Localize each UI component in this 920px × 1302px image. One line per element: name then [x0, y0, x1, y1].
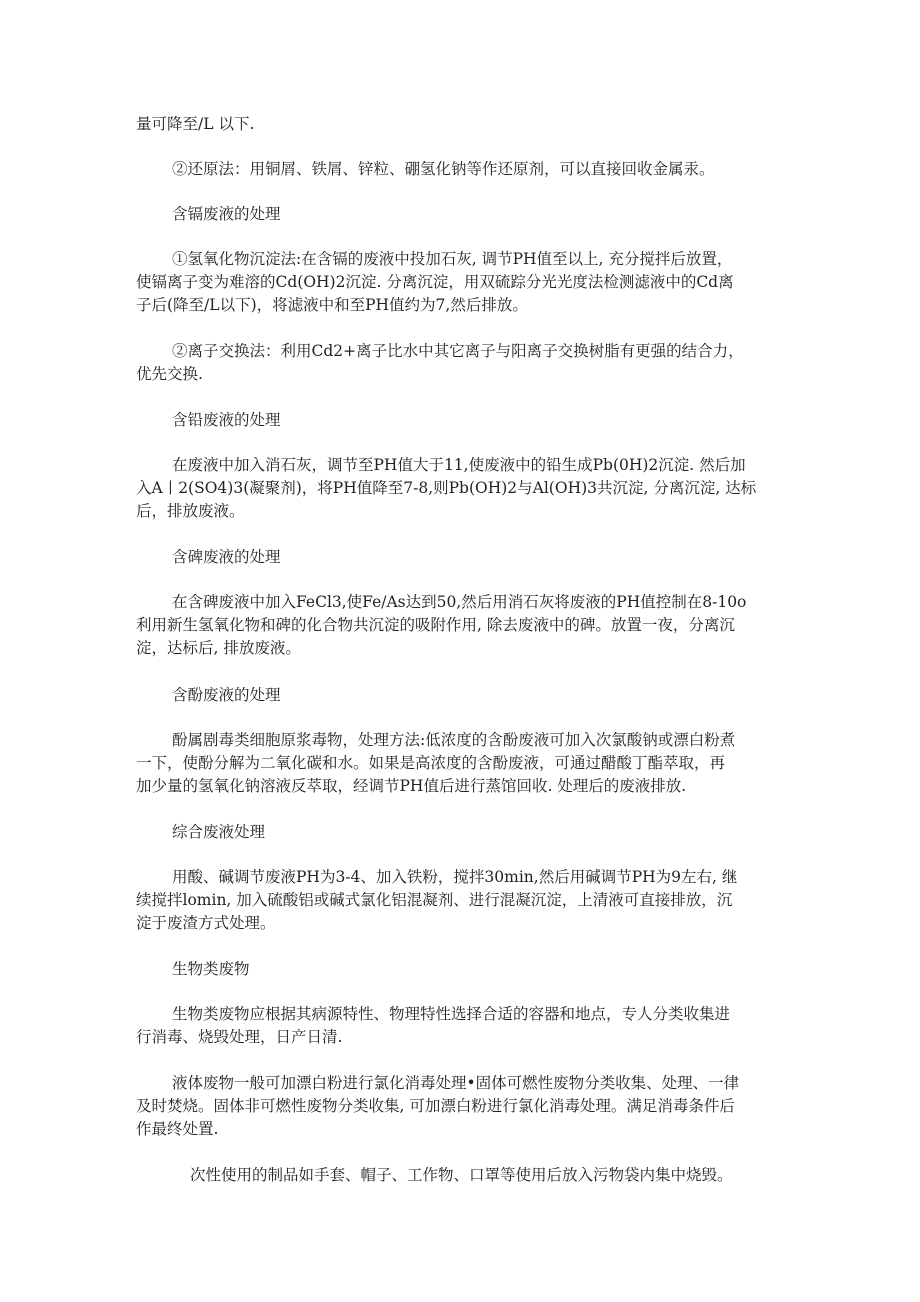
text-line: 作最终处置. — [136, 1120, 219, 1138]
paragraph-ion-exchange — [136, 340, 788, 386]
paragraph-mercury-end — [136, 113, 788, 136]
heading-arsenic: 含碑废液的处理 — [172, 548, 281, 566]
text-line: 加少量的氢氧化钠溶液反萃取，经调节PH值后进行蒸馆回收. 处理后的废液排放. — [136, 777, 687, 795]
text-line: 量可降至/L 以下. — [136, 115, 255, 133]
text-line: 次性使用的制品如手套、帽子、工作物、口罩等使用后放入污物袋内集中烧毁。 — [190, 1166, 733, 1184]
text-line: 淀，达标后, 排放废液。 — [136, 639, 301, 657]
heading-combined: 综合废液处理 — [172, 823, 266, 841]
text-line: 液体废物一般可加漂白粉进行氯化消毒处理•固体可燃性废物分类收集、处理、一律 — [172, 1074, 740, 1092]
text-line: 入A丨2(SO4)3(凝聚剂)，将PH值降至7-8,则Pb(OH)2与Al(OH)3共沉淀, 分离沉淀, 达标 — [136, 479, 757, 497]
paragraph-reduction-method — [172, 158, 788, 181]
text-line: 子后(降至/L以下)，将滤液中和至PH值约为7,然后排放。 — [136, 296, 528, 314]
text-line: ②离子交换法：利用Cd2+离子比水中其它离子与阳离子交换树脂有更强的结合力， — [172, 342, 744, 360]
text-line: 使镉离子变为难溶的Cd(OH)2沉淀. 分离沉淀，用双硫踪分光光度法检测滤液中的Cd离 — [136, 273, 734, 291]
text-line: 淀于废渣方式处理。 — [136, 914, 276, 932]
text-line: 在含碑废液中加入FeCl3,使Fe/As达到50,然后用消石灰将废液的PH值控制在8-10o — [172, 593, 747, 611]
paragraph-lead — [136, 454, 788, 523]
text-line: ①氢氧化物沉淀法:在含镉的废液中投加石灰, 调节PH值至以上, 充分搅拌后放置， — [172, 250, 733, 268]
heading-phenol: 含酚废液的处理 — [172, 686, 281, 704]
paragraph-bio-waste — [136, 1003, 788, 1049]
text-line: 生物类废物应根据其病源特性、物理特性选择合适的容器和地点，专人分类收集进 — [172, 1005, 731, 1023]
paragraph-liquid-waste — [136, 1072, 788, 1141]
text-line: ②还原法：用铜屑、铁屑、锌粒、硼氢化钠等作还原剂，可以直接回收金属汞。 — [172, 160, 715, 178]
text-line: 后，排放废液。 — [136, 502, 245, 520]
heading-lead: 含铅废液的处理 — [172, 411, 281, 429]
text-line: 续搅拌lomin, 加入硫酸铝或碱式氯化铝混凝剂、进行混凝沉淀，上清液可直接排放，沉 — [136, 891, 733, 909]
text-line: 一下，使酚分解为二氧化碳和水。如果是高浓度的含酚废液，可通过醋酸丁酯萃取，再 — [136, 754, 726, 772]
text-line: 酚属剧毒类细胞原浆毒物，处理方法:低浓度的含酚废液可加入次氯酸钠或漂白粉煮 — [172, 731, 736, 749]
text-line: 优先交换. — [136, 365, 203, 383]
text-line: 在废液中加入消石灰，调节至PH值大于11,使废液中的铅生成Pb(0H)2沉淀. 然后加 — [172, 456, 746, 474]
paragraph-combined — [136, 866, 788, 935]
heading-cadmium: 含镉废液的处理 — [172, 205, 281, 223]
paragraph-disposable-items — [190, 1164, 788, 1187]
paragraph-phenol — [136, 729, 788, 798]
text-line: 利用新生氢氧化物和碑的化合物共沉淀的吸附作用, 除去废液中的碑。放置一夜，分离沉 — [136, 616, 735, 634]
text-line: 行消毒、烧毁处理，日产日清. — [136, 1028, 343, 1046]
text-line: 及时焚烧。固体非可燃性废物分类收集, 可加漂白粉进行氯化消毒处理。满足消毒条件后 — [136, 1097, 735, 1115]
paragraph-cadmium-hydroxide — [136, 248, 788, 317]
heading-bio-waste: 生物类废物 — [172, 960, 250, 978]
paragraph-arsenic — [136, 591, 788, 660]
text-line: 用酸、碱调节废液PH为3-4、加入铁粉，搅拌30min,然后用碱调节PH为9左右, 继 — [172, 868, 738, 886]
